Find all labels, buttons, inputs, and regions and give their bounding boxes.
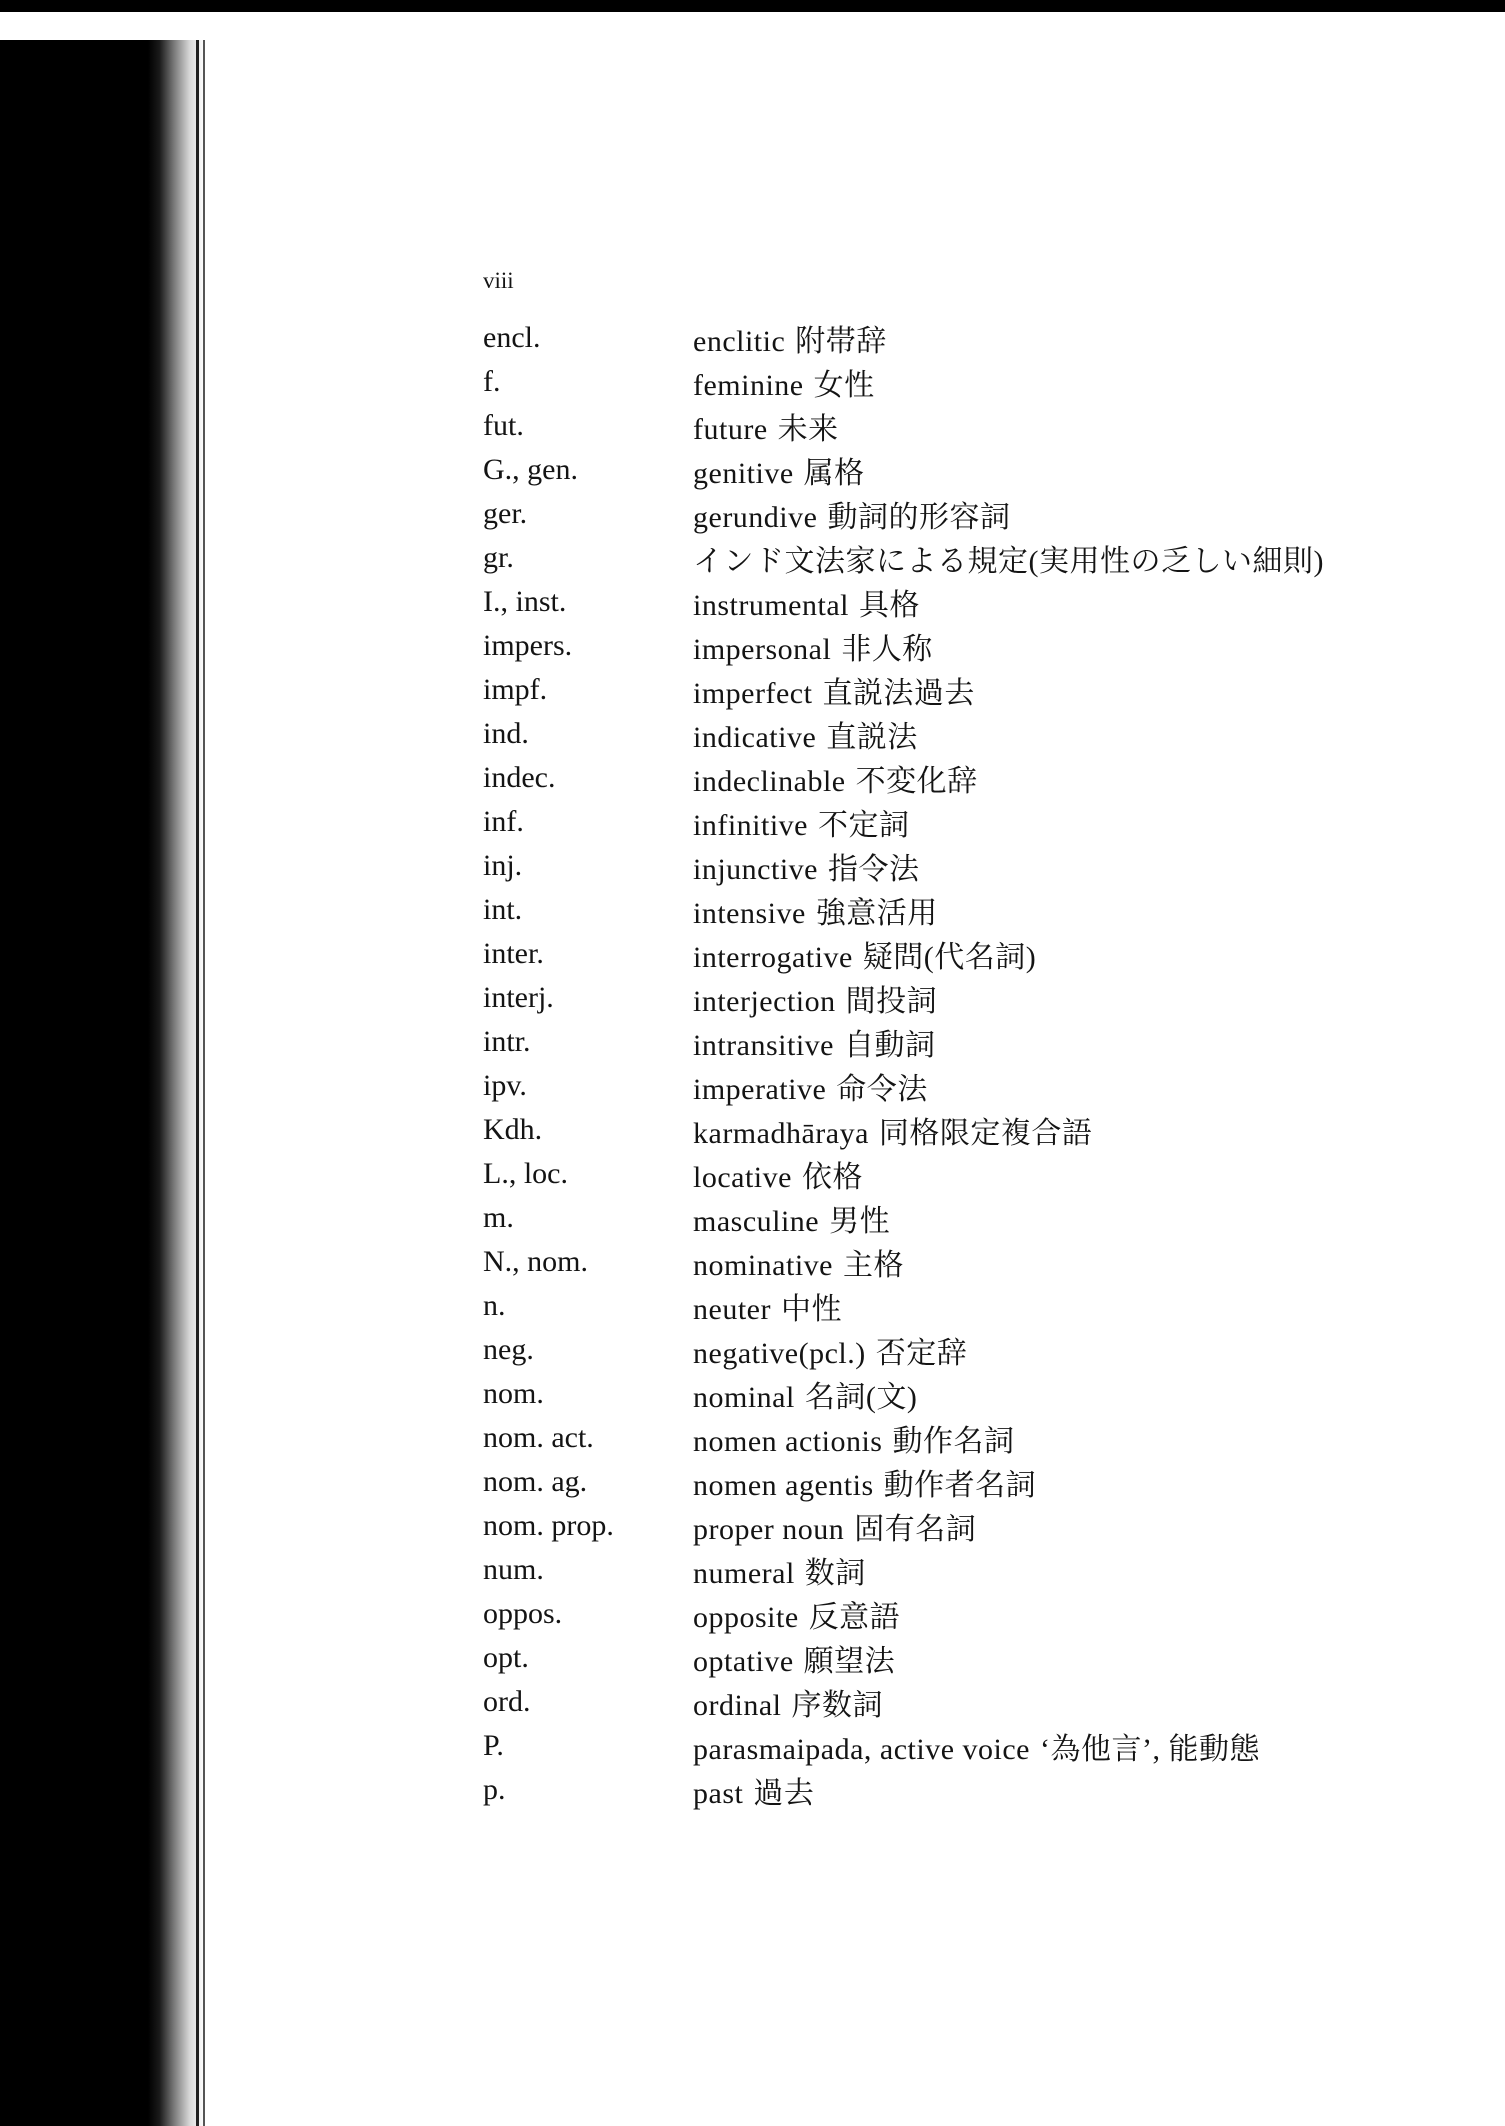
abbreviation: f. — [483, 365, 501, 398]
definition — [693, 756, 978, 800]
japanese-gloss: 中性 — [780, 1293, 842, 1326]
abbreviation: encl. — [483, 321, 541, 354]
japanese-gloss: 否定辞 — [875, 1337, 968, 1370]
abbreviation: indec. — [483, 761, 556, 794]
english-term: imperfect — [693, 677, 813, 710]
abbreviation: inf. — [483, 805, 524, 838]
abbreviation: oppos. — [483, 1597, 563, 1630]
japanese-gloss: 固有名詞 — [854, 1513, 977, 1546]
definition — [693, 536, 1324, 580]
definition — [693, 1152, 863, 1196]
abbreviation: num. — [483, 1553, 544, 1586]
abbreviation: I., inst. — [483, 585, 567, 618]
list-item — [483, 1548, 1483, 1592]
list-item — [483, 624, 1483, 668]
page-number: viii — [483, 268, 514, 293]
english-term: feminine — [693, 369, 804, 402]
japanese-gloss: 動作者名詞 — [883, 1469, 1037, 1502]
definition — [693, 404, 839, 448]
english-term: nominative — [693, 1249, 833, 1282]
list-item — [483, 360, 1483, 404]
abbreviation: ord. — [483, 1685, 531, 1718]
japanese-gloss: 依格 — [801, 1161, 863, 1194]
list-item — [483, 1636, 1483, 1680]
list-item — [483, 1416, 1483, 1460]
japanese-gloss: ‘為他言’, 能動態 — [1040, 1733, 1260, 1766]
english-term: nominal — [693, 1381, 795, 1414]
english-term: ordinal — [693, 1689, 782, 1722]
english-term: indeclinable — [693, 765, 846, 798]
english-term: enclitic — [693, 325, 786, 358]
abbreviation: nom. — [483, 1377, 544, 1410]
definition — [693, 580, 920, 624]
list-item — [483, 1196, 1483, 1240]
definition — [693, 1108, 1092, 1152]
japanese-gloss: 不定詞 — [817, 809, 910, 842]
list-item — [483, 976, 1483, 1020]
definition — [693, 976, 937, 1020]
abbreviation: impf. — [483, 673, 548, 706]
english-term: injunctive — [693, 853, 818, 886]
english-term: locative — [693, 1161, 792, 1194]
list-item — [483, 492, 1483, 536]
japanese-gloss: インド文法家による規定(実用性の乏しい細則) — [693, 545, 1324, 578]
english-term: imperative — [693, 1073, 827, 1106]
japanese-gloss: 直説法 — [826, 721, 918, 754]
definition — [693, 800, 909, 844]
list-item — [483, 1724, 1483, 1768]
japanese-gloss: 未来 — [777, 413, 839, 446]
definition — [693, 1548, 866, 1592]
list-item — [483, 756, 1483, 800]
list-item — [483, 448, 1483, 492]
definition — [693, 1416, 1014, 1460]
list-item — [483, 1592, 1483, 1636]
list-item — [483, 888, 1483, 932]
japanese-gloss: 命令法 — [836, 1073, 928, 1106]
english-term: nomen actionis — [693, 1425, 883, 1458]
english-term: numeral — [693, 1557, 795, 1590]
abbreviation: nom. ag. — [483, 1465, 588, 1498]
abbreviation: inj. — [483, 849, 523, 882]
abbreviation: int. — [483, 893, 523, 926]
abbreviation: G., gen. — [483, 453, 578, 486]
definition — [693, 360, 875, 404]
japanese-gloss: 名詞(文) — [804, 1381, 918, 1414]
english-term: proper noun — [693, 1513, 845, 1546]
japanese-gloss: 間投詞 — [845, 985, 938, 1018]
japanese-gloss: 指令法 — [827, 853, 920, 886]
japanese-gloss: 直説法過去 — [822, 677, 975, 710]
definition — [693, 1504, 976, 1548]
definition — [693, 888, 938, 932]
list-item — [483, 404, 1483, 448]
list-item — [483, 1020, 1483, 1064]
definition — [693, 1064, 928, 1108]
english-term: indicative — [693, 721, 817, 754]
english-term: intensive — [693, 897, 806, 930]
japanese-gloss: 疑問(代名詞) — [862, 941, 1037, 974]
list-item — [483, 932, 1483, 976]
abbreviation: nom. act. — [483, 1421, 594, 1454]
definition — [693, 1768, 814, 1812]
english-term: masculine — [693, 1205, 820, 1238]
japanese-gloss: 非人称 — [841, 633, 933, 666]
definition — [693, 1680, 883, 1724]
definition — [693, 448, 865, 492]
abbreviation: impers. — [483, 629, 573, 662]
definition — [693, 624, 933, 668]
list-item — [483, 1108, 1483, 1152]
list-item — [483, 1284, 1483, 1328]
abbreviation: inter. — [483, 937, 544, 970]
japanese-gloss: 属格 — [803, 457, 865, 490]
list-item — [483, 1240, 1483, 1284]
abbreviation: interj. — [483, 981, 554, 1014]
english-term: infinitive — [693, 809, 808, 842]
abbreviation: fut. — [483, 409, 524, 442]
english-term: karmadhāraya — [693, 1117, 869, 1150]
abbreviation: N., nom. — [483, 1245, 588, 1278]
abbreviation: p. — [483, 1773, 506, 1806]
abbreviation: gr. — [483, 541, 514, 574]
abbreviation: ger. — [483, 497, 528, 530]
abbreviation: ipv. — [483, 1069, 527, 1102]
list-item — [483, 1152, 1483, 1196]
japanese-gloss: 動作名詞 — [892, 1425, 1015, 1458]
japanese-gloss: 附帯辞 — [795, 325, 887, 358]
english-term: instrumental — [693, 589, 849, 622]
list-item — [483, 1372, 1483, 1416]
definition — [693, 712, 918, 756]
english-term: impersonal — [693, 633, 832, 666]
definition — [693, 844, 919, 888]
english-term: interjection — [693, 985, 836, 1018]
japanese-gloss: 強意活用 — [815, 897, 938, 930]
list-item — [483, 1064, 1483, 1108]
list-item — [483, 1680, 1483, 1724]
english-term: interrogative — [693, 941, 853, 974]
english-term: gerundive — [693, 501, 818, 534]
abbreviation: L., loc. — [483, 1157, 568, 1190]
list-item — [483, 580, 1483, 624]
japanese-gloss: 序数詞 — [791, 1689, 883, 1722]
abbreviation-list — [483, 316, 1483, 1812]
list-item — [483, 1460, 1483, 1504]
definition — [693, 492, 1010, 536]
definition — [693, 1724, 1260, 1768]
abbreviation: neg. — [483, 1333, 534, 1366]
book-spine-shadow — [0, 40, 205, 2126]
definition — [693, 1240, 904, 1284]
list-item — [483, 1504, 1483, 1548]
definition — [693, 316, 887, 360]
abbreviation: Kdh. — [483, 1113, 543, 1146]
definition — [693, 1284, 842, 1328]
japanese-gloss: 同格限定複合語 — [878, 1117, 1093, 1150]
english-term: opposite — [693, 1601, 799, 1634]
definition — [693, 1636, 895, 1680]
japanese-gloss: 具格 — [858, 589, 920, 622]
definition — [693, 1372, 917, 1416]
japanese-gloss: 主格 — [842, 1249, 904, 1282]
abbreviation: ind. — [483, 717, 529, 750]
list-item — [483, 536, 1483, 580]
english-term: nomen agentis — [693, 1469, 874, 1502]
japanese-gloss: 女性 — [813, 369, 875, 402]
list-item — [483, 844, 1483, 888]
japanese-gloss: 不変化辞 — [855, 765, 978, 798]
japanese-gloss: 反意語 — [808, 1601, 901, 1634]
japanese-gloss: 自動詞 — [843, 1029, 936, 1062]
japanese-gloss: 男性 — [829, 1205, 891, 1238]
list-item — [483, 668, 1483, 712]
japanese-gloss: 願望法 — [803, 1645, 896, 1678]
definition — [693, 932, 1036, 976]
scan-top-edge — [0, 0, 1505, 12]
english-term: negative(pcl.) — [693, 1337, 866, 1370]
english-term: past — [693, 1777, 744, 1810]
definition — [693, 1020, 935, 1064]
abbreviation: n. — [483, 1289, 506, 1322]
english-term: neuter — [693, 1293, 771, 1326]
english-term: future — [693, 413, 768, 446]
abbreviation: P. — [483, 1729, 504, 1762]
japanese-gloss: 動詞的形容詞 — [827, 501, 1011, 534]
list-item — [483, 712, 1483, 756]
definition — [693, 1460, 1036, 1504]
definition — [693, 668, 975, 712]
list-item — [483, 316, 1483, 360]
english-term: optative — [693, 1645, 794, 1678]
list-item — [483, 1768, 1483, 1812]
english-term: intransitive — [693, 1029, 834, 1062]
abbreviation: m. — [483, 1201, 514, 1234]
japanese-gloss: 過去 — [753, 1777, 815, 1810]
english-term: parasmaipada, active voice — [693, 1733, 1030, 1766]
definition — [693, 1592, 900, 1636]
japanese-gloss: 数詞 — [804, 1557, 866, 1590]
abbreviation: opt. — [483, 1641, 529, 1674]
abbreviation: intr. — [483, 1025, 531, 1058]
abbreviation: nom. prop. — [483, 1509, 614, 1542]
definition — [693, 1196, 890, 1240]
english-term: genitive — [693, 457, 794, 490]
list-item — [483, 800, 1483, 844]
list-item — [483, 1328, 1483, 1372]
definition — [693, 1328, 967, 1372]
